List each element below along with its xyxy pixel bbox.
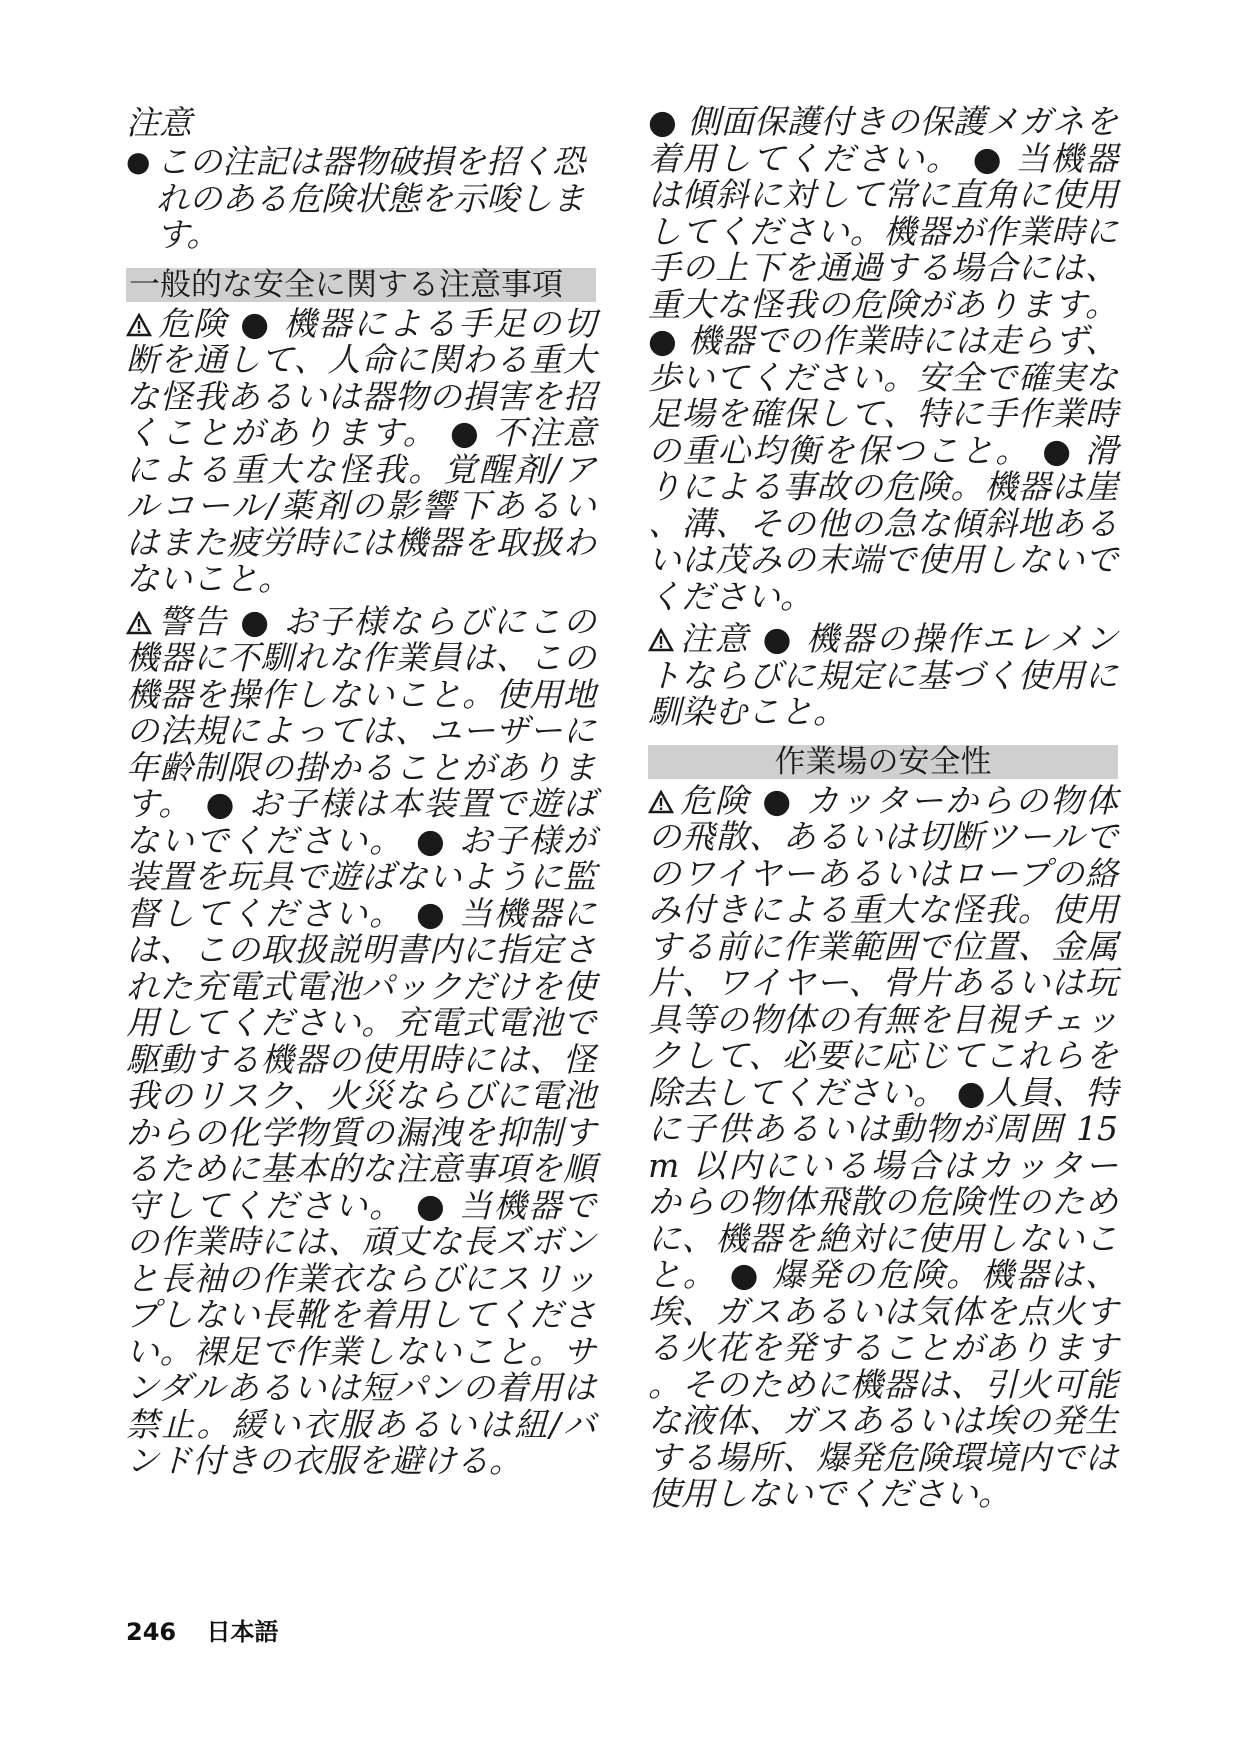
danger-text: ● 機器による手足の切断を通して、人命に関わる重大な怪我あるいは器物の損害を招くことがあります。 ● 不注意による重大な怪我。覚醒剤/アルコール/薬剤の影響下あるいはまた疲労時には機器を取扱わないこと。 (126, 303, 596, 598)
workplace-safety-heading: 作業場の安全性 (648, 745, 1118, 779)
warning-paragraph (126, 601, 596, 1480)
danger-label: 危険 (156, 303, 228, 343)
continued-paragraph: ● 側面保護付きの保護メガネを着用してください。 ● 当機器は傾斜に対して常に直角に使用してください。機器が作業時に手の上下を通過する場合には、重大な怪我の危険があります。 ● 機器での作業時には走らず、歩いてください。安全で確実な足場を確保して、特に手作業時の重心均衡を保つこと。 ● 滑りによる事故の危険。機器は崖、溝、その他の急な傾斜地あるいは茂みの末端で使用しないでください。 (648, 102, 1118, 616)
warning-triangle-icon (126, 313, 152, 337)
danger-paragraph-right (648, 780, 1118, 1513)
danger-text: ● カッターからの物体の飛散、あるいは切断ツールでのワイヤーあるいはロープの絡み付きによる重大な怪我。使用する前に作業範囲で位置、金属片、ワイヤー、骨片あるいは玩具等の物体の有無を目視チェックして、必要に応じてこれらを除去してください。 ●人員、特に子供あるいは動物が周囲 15 m 以内にいる場合はカッターからの物体飛散の危険性のために、機器を絶対に使用しないこと。 ● 爆発の危険。機器は、埃、ガスあるいは気体を点火する火花を発することがあります。そのために機器は、引火可能な液体、ガスあるいは埃の発生する場所、爆発危険環境内では使用しないでください。 (648, 780, 1118, 1513)
notice-text: この注記は器物破損を招く恐れのある危険状態を示唆します。 (156, 142, 585, 254)
bullet-marker: ● (126, 145, 151, 178)
notice-item (126, 144, 596, 254)
danger-label: 危険 (678, 780, 750, 820)
general-safety-heading: 一般的な安全に関する注意事項 (126, 268, 596, 302)
warning-triangle-icon (648, 628, 674, 652)
danger-paragraph-left (126, 303, 596, 598)
caution-label: 注意 (678, 619, 751, 658)
warning-label: 警告 (156, 601, 228, 641)
warning-text: ● お子様ならびにこの機器に不馴れな作業員は、この機器を操作しないこと。使用地の法規によっては、ユーザーに年齢制限の掛かることがあります。 ● お子様は本装置で遊ばないでください。 ● お子様が装置を玩具で遊ばないように監督してください。 ● 当機器には、この取扱説明書内に指定された充電式電池パックだけを使用してください。充電式電池で駆動する機器の使用時には、怪我のリスク、火災ならびに電池からの化学物質の漏洩を抑制するために基本的な注意事項を順守してください。 ● 当機器での作業時には、頑丈な長ズボンと長袖の作業衣ならびにスリップしない長靴を着用してください。裸足で作業しないこと。サンダルあるいは短パンの着用は禁止。緩い衣服あるいは紐/バンド付きの衣服を避ける。 (126, 601, 596, 1480)
page-number: 246 (126, 1618, 177, 1646)
right-column (648, 104, 1118, 1513)
caution-paragraph (648, 621, 1118, 731)
language-label: 日本語 (206, 1618, 279, 1646)
notice-caption: 注意 (126, 103, 192, 142)
left-column (126, 104, 596, 1480)
warning-triangle-icon (648, 790, 674, 814)
page-footer (126, 1612, 278, 1647)
caution-text: ● 機器の操作エレメントならびに規定に基づく使用に馴染むこと。 (648, 619, 1119, 731)
warning-triangle-icon (126, 611, 152, 635)
